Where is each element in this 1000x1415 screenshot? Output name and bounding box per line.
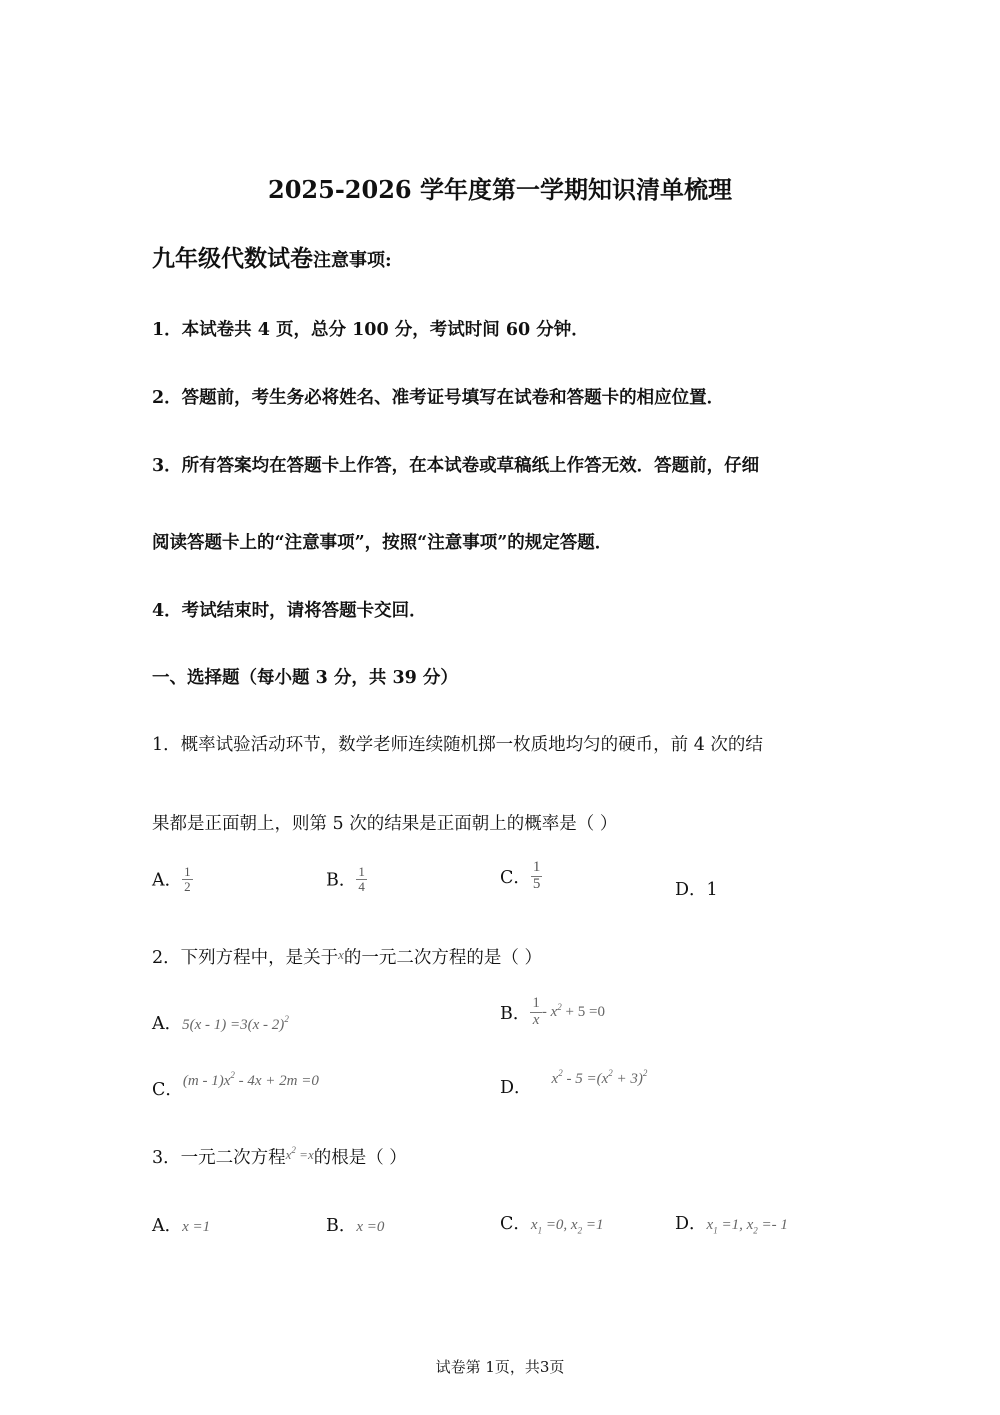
fraction: $\frac{1}{2}$ [184,864,191,894]
page-footer: 试卷第 1页，共3页 [435,1358,565,1376]
notice-2: 2．答题前，考生务必将姓名、准考证号填写在试卷和答题卡的相应位置． [152,388,725,408]
question-1-line1: 1．概率试验活动环节，数学老师连续随机掷一枚质地均匀的硬币，前 4 次的结 [152,735,763,755]
fraction: $\frac{1}{4}$ [358,864,365,894]
q3-option-b: B．x =0 [326,1216,385,1236]
notice-4: 4．考试结束时，请将答题卡交回． [152,601,427,621]
page-title: 2025-2026 学年度第一学期知识清单梳理 [268,175,732,204]
q3-option-d: D．$x_1 =1$, $x_2 =- 1$ [675,1214,788,1236]
notice-label: 注意事项: [313,250,392,271]
q1-option-d: D．1 [675,880,718,900]
question-2: 2．下列方程中，是关于$^x$的一元二次方程的是（ ） [152,947,542,968]
question-3: 3．一元二次方程$^{x2}$ $^{=x}$的根是（ ） [152,1145,407,1168]
q2-option-d: D． $x^2 - 5 =(x^2 + 3)^2$ [500,1068,648,1098]
q2-option-c: C．$(m - 1)x^2 - 4x + 2m =0$ [152,1070,319,1100]
q1-option-a: A． $\frac{1}{2}$ [152,864,191,894]
q1-option-b: B． $\frac{1}{4}$ [326,864,365,894]
notice-1: 1．本试卷共 4 页，总分 100 分，考试时间 60 分钟． [152,320,589,340]
q3-option-c: C．$x_1 =0$, $x_2 =1$ [500,1214,604,1236]
exam-name: 九年级代数试卷 [152,245,313,272]
exam-subtitle [152,240,392,273]
q1-option-c: C． $\frac{1}{5}$ [500,859,541,892]
notice-3: 3．所有答案均在答题卡上作答，在本试卷或草稿纸上作答无效．答题前，仔细 [152,456,760,476]
section-heading: 一、选择题（每小题 3 分，共 39 分） [152,668,458,688]
question-1-line2: 果都是正面朝上，则第 5 次的结果是正面朝上的概率是（ ） [152,814,618,834]
fraction: $\frac{1}{x}$ [532,995,540,1028]
fraction: $\frac{1}{5}$ [532,859,541,892]
notice-3-cont: 阅读答题卡上的“注意事项”，按照“注意事项”的规定答题． [152,533,613,553]
q2-option-b: B． $\frac{1}{x}$ - $x^2 + 5 =0$ [500,995,605,1028]
q2-option-a: A．5(x - 1) =3(x - 2)$^2$ [152,1014,289,1034]
q3-option-a: A．x =1 [152,1216,211,1236]
